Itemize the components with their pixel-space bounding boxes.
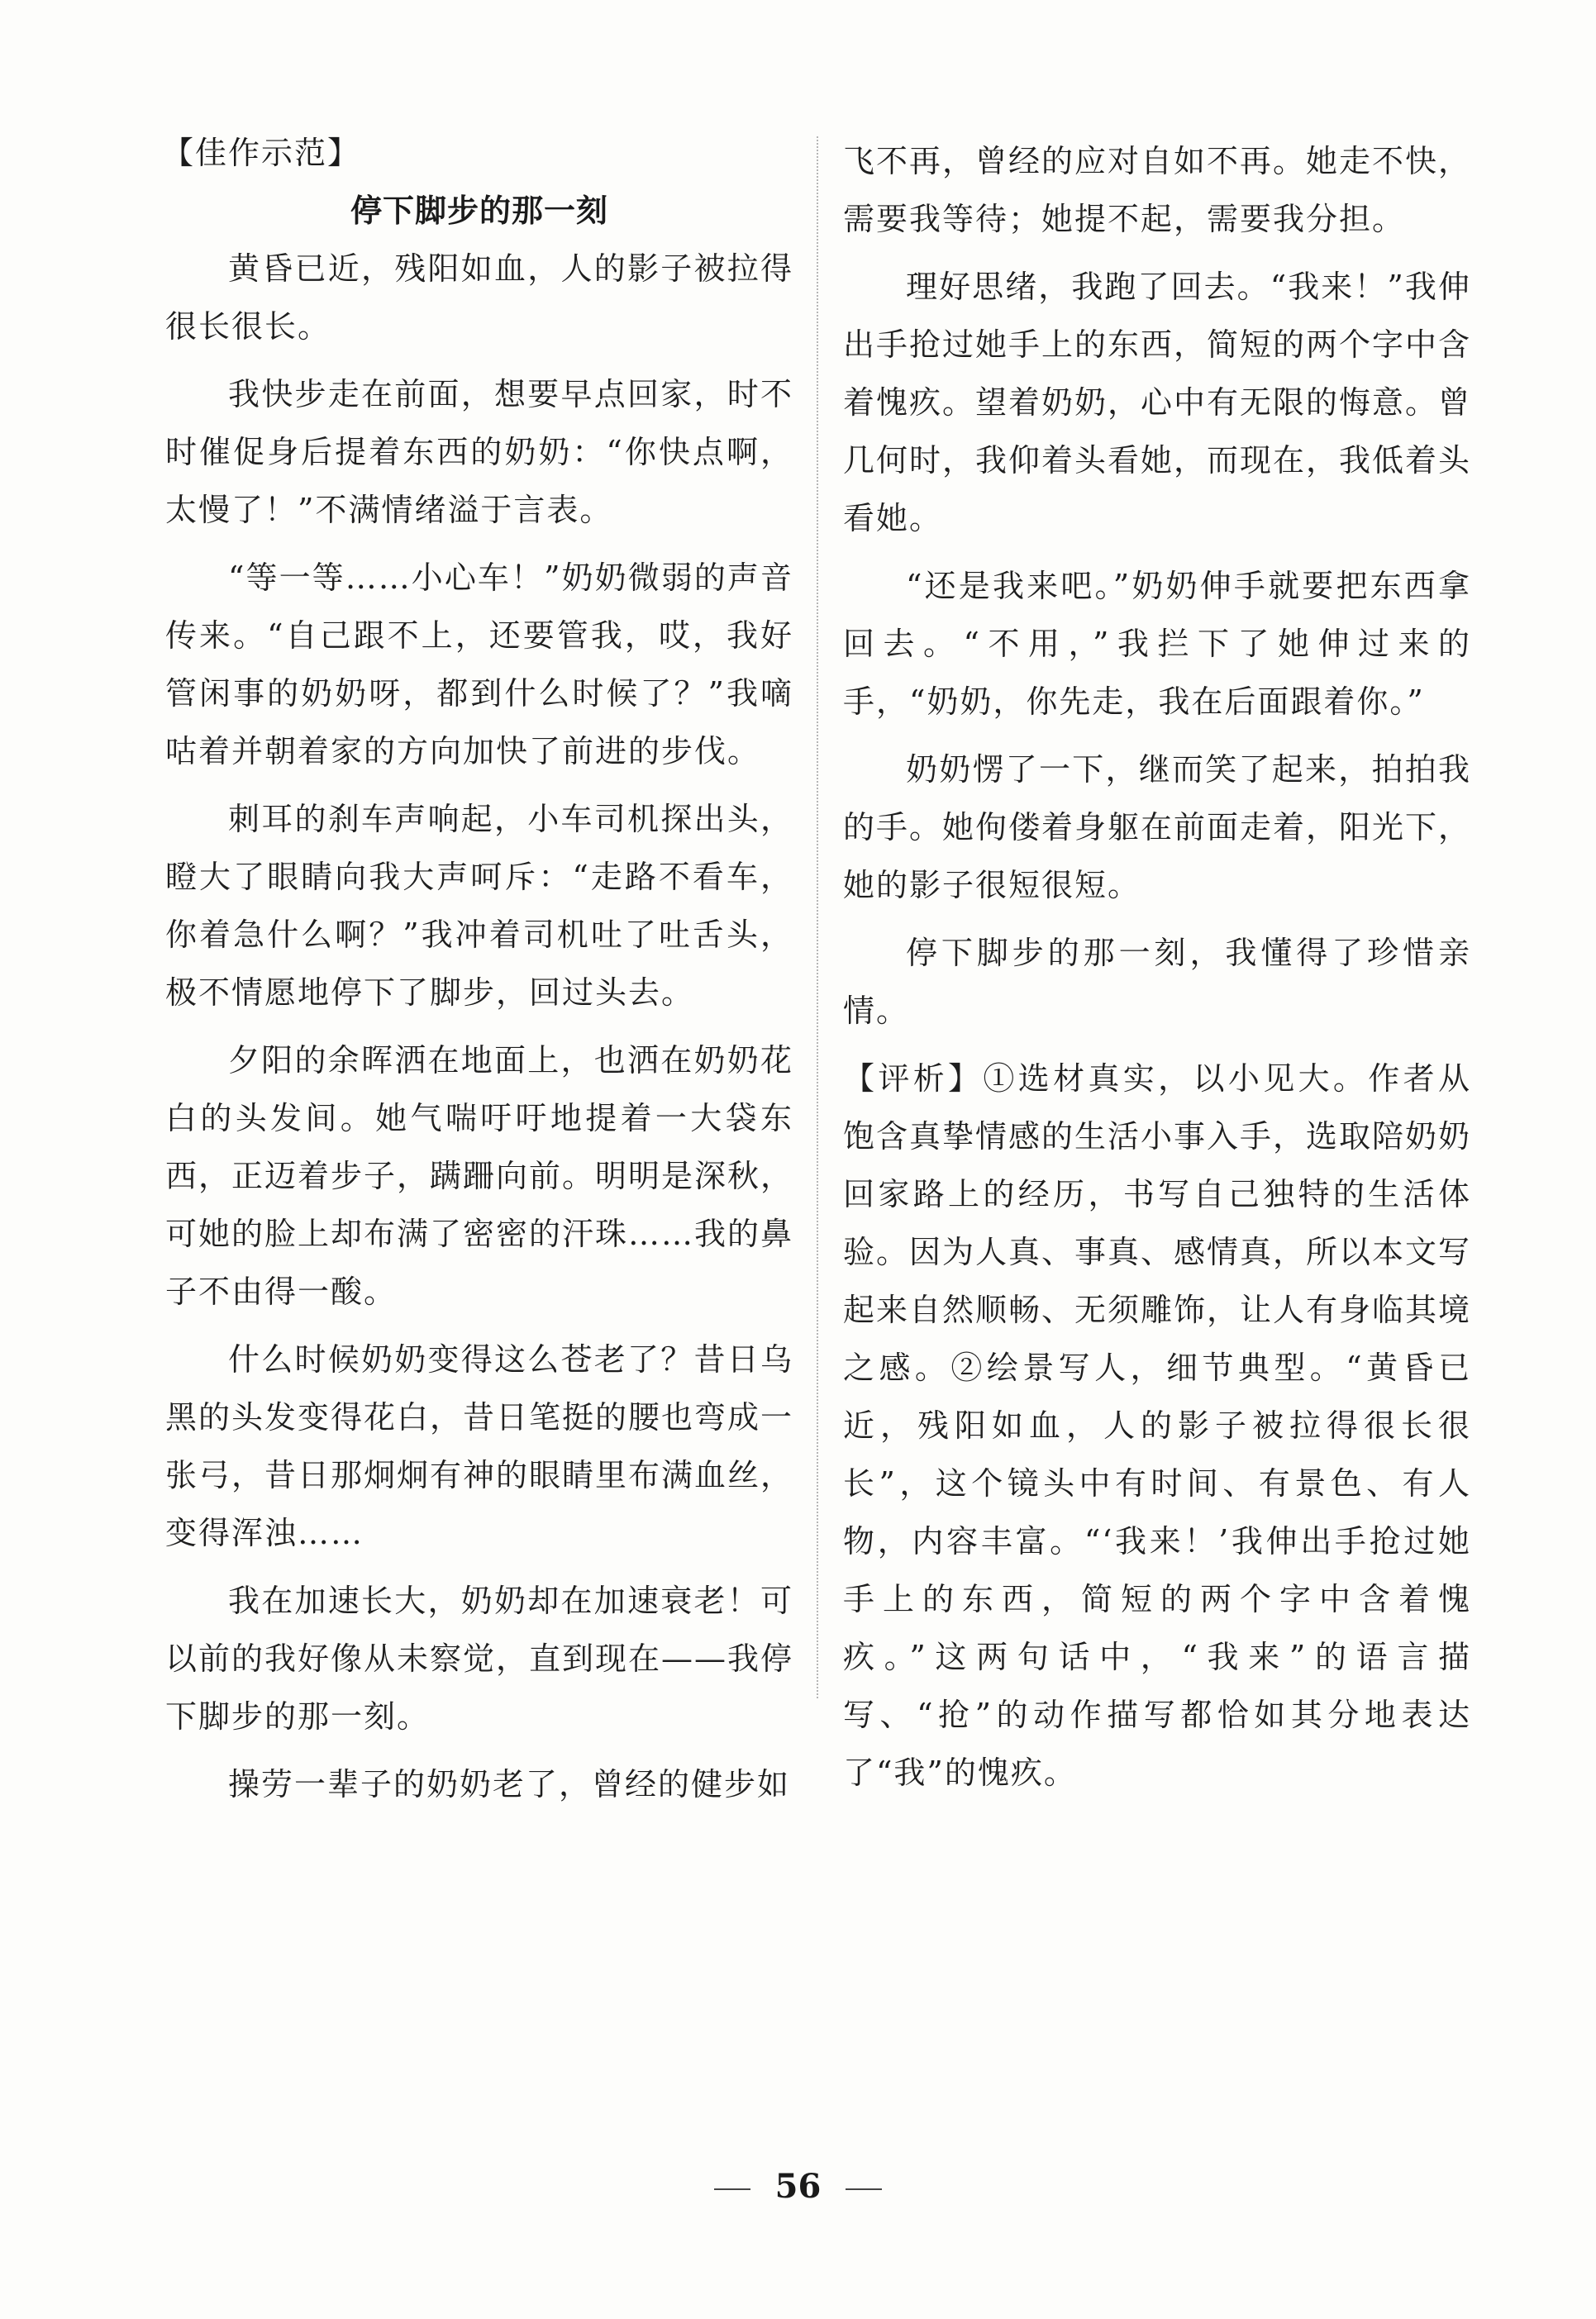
- comment-label: 【评析】: [843, 1060, 984, 1097]
- page-number-footer: [0, 2167, 1596, 2206]
- essay-paragraph: 理好思绪，我跑了回去。“我来！”我伸出手抢过她手上的东西，简短的两个字中含着愧疚。望着奶奶，心中有无限的悔意。曾几何时，我仰着头看她，而现在，我低着头看她。: [843, 269, 1472, 536]
- footer-dash-right: [846, 2188, 882, 2190]
- essay-paragraph: 停下脚步的那一刻，我懂得了珍惜亲情。: [843, 935, 1471, 1029]
- page-number: 56: [774, 2167, 822, 2206]
- essay-paragraph: 操劳一辈子的奶奶老了，曾经的健步如: [228, 1766, 791, 1802]
- comment-text: ①选材真实，以小见大。作者从饱含真挚情感的生活小事入手，选取陪奶奶回家路上的经历，书写自己独特的生活体验。因为人真、事真、感情真，所以本文写起来自然顺畅、无须雕饰，让人有身临其境之感。②绘景写人，细节典型。“黄昏已近，残阳如血，人的影子被拉得很长很长”，这个镜头中有时间、有景色、有人物，内容丰富。“‘我来！’我伸出手抢过她手上的东西，简短的两个字中含着愧疚。”这两句话中，“我来”的语言描写、“抢”的动作描写都恰如其分地表达了“我”的愧疚。: [843, 1060, 1472, 1791]
- essay-title: 停下脚步的那一刻: [350, 193, 608, 229]
- essay-paragraph: 什么时候奶奶变得这么苍老了？昔日乌黑的头发变得花白，昔日笔挺的腰也弯成一张弓，昔日那炯炯有神的眼睛里布满血丝，变得浑浊……: [165, 1341, 794, 1551]
- essay-paragraph: 夕阳的余晖洒在地面上，也洒在奶奶花白的头发间。她气喘吁吁地提着一大袋东西，正迈着步子，蹒跚向前。明明是深秋，可她的脸上却布满了密密的汗珠……我的鼻子不由得一酸。: [165, 1042, 794, 1310]
- essay-paragraph-continued: 飞不再，曾经的应对自如不再。她走不快，需要我等待；她提不起，需要我分担。: [843, 143, 1472, 237]
- column-divider: [817, 136, 818, 1698]
- essay-paragraph: 我快步走在前面，想要早点回家，时不时催促身后提着东西的奶奶：“你快点啊，太慢了！”不满情绪溢于言表。: [165, 376, 793, 528]
- essay-paragraph: “还是我来吧。”奶奶伸手就要把东西拿回去。“不用，”我拦下了她伸过来的手，“奶奶，你先走，我在后面跟着你。”: [843, 568, 1471, 720]
- essay-paragraph: 奶奶愣了一下，继而笑了起来，拍拍我的手。她佝偻着身躯在前面走着，阳光下，她的影子很短很短。: [843, 751, 1472, 903]
- footer-dash-left: [714, 2188, 750, 2190]
- right-column: [843, 132, 1471, 1812]
- essay-paragraph: 我在加速长大，奶奶却在加速衰老！可以前的我好像从未察觉，直到现在——我停下脚步的那一刻。: [165, 1583, 794, 1735]
- essay-paragraph: 刺耳的刹车声响起，小车司机探出头，瞪大了眼睛向我大声呵斥：“走路不看车，你着急什么啊？”我冲着司机吐了吐舌头，极不情愿地停下了脚步，回过头去。: [165, 801, 793, 1011]
- essay-paragraph: 黄昏已近，残阳如血，人的影子被拉得很长很长。: [165, 250, 793, 345]
- left-column: [162, 124, 794, 1823]
- comment-paragraph: [843, 1050, 1471, 1802]
- section-label: 【佳作示范】: [162, 135, 361, 171]
- essay-paragraph: “等一等……小心车！”奶奶微弱的声音传来。“自己跟不上，还要管我，哎，我好管闲事的奶奶呀，都到什么时候了？”我嘀咕着并朝着家的方向加快了前进的步伐。: [165, 560, 793, 769]
